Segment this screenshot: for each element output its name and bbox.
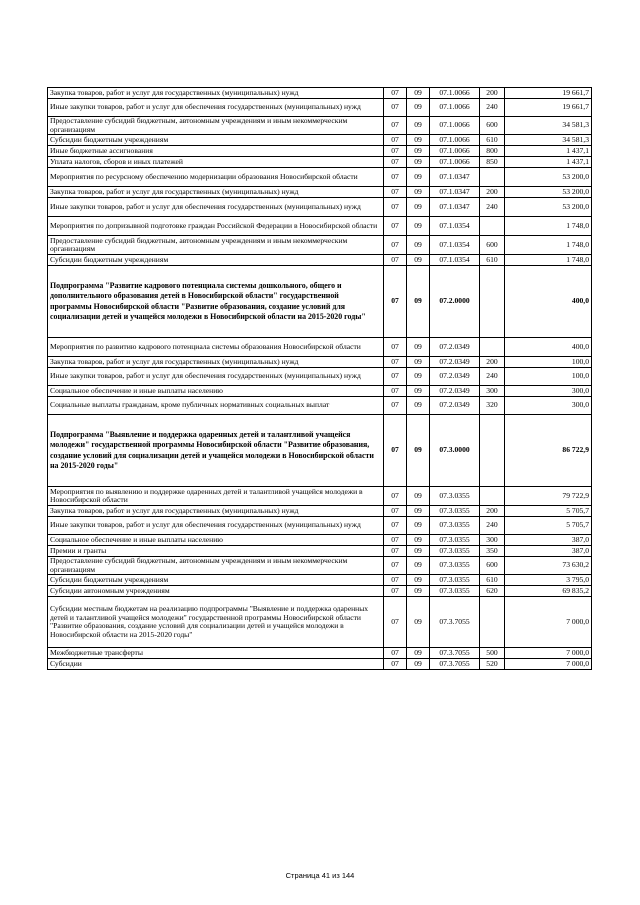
cell-amount: 7 000,0 <box>505 597 592 648</box>
cell-name: Премии и гранты <box>48 546 384 557</box>
cell-subsection: 09 <box>407 99 430 117</box>
cell-subsection: 09 <box>407 135 430 146</box>
cell-expense-type: 600 <box>480 117 505 135</box>
cell-subsection: 09 <box>407 198 430 217</box>
cell-subsection: 09 <box>407 157 430 168</box>
table-row <box>48 338 592 357</box>
table-row <box>48 517 592 535</box>
budget-table <box>47 87 592 670</box>
cell-expense-type: 240 <box>480 99 505 117</box>
cell-name: Иные закупки товаров, работ и услуг для обеспечения государственных (муниципальных) нужд <box>48 368 384 386</box>
cell-target-article: 07.2.0000 <box>430 266 480 338</box>
table-row-subprogram <box>48 266 592 338</box>
cell-expense-type <box>480 487 505 506</box>
cell-amount: 53 200,0 <box>505 198 592 217</box>
cell-subsection: 09 <box>407 357 430 368</box>
cell-subsection: 09 <box>407 487 430 506</box>
cell-subsection: 09 <box>407 415 430 487</box>
cell-subsection: 09 <box>407 386 430 397</box>
cell-section: 07 <box>384 487 407 506</box>
cell-section: 07 <box>384 198 407 217</box>
cell-name: Подпрограмма "Выявление и поддержка одаренных детей и талантливой учащейся молодежи" государственной программы Новосибирской области "Развитие образования, создание условий для социализации детей и учащейся молодежи в Новосибирской области на 2015-2020 годы" <box>48 415 384 487</box>
cell-expense-type <box>480 217 505 236</box>
cell-name: Мероприятия по допризывной подготовке граждан Российской Федерации в Новосибирской области <box>48 217 384 236</box>
cell-amount: 387,0 <box>505 546 592 557</box>
cell-name: Социальные выплаты гражданам, кроме публичных нормативных социальных выплат <box>48 397 384 415</box>
cell-subsection: 09 <box>407 659 430 670</box>
cell-subsection: 09 <box>407 506 430 517</box>
cell-target-article: 07.3.0355 <box>430 506 480 517</box>
table-row <box>48 88 592 99</box>
cell-section: 07 <box>384 397 407 415</box>
cell-section: 07 <box>384 88 407 99</box>
cell-target-article: 07.3.0355 <box>430 546 480 557</box>
cell-name: Иные закупки товаров, работ и услуг для обеспечения государственных (муниципальных) нужд <box>48 198 384 217</box>
cell-expense-type: 320 <box>480 397 505 415</box>
cell-amount: 300,0 <box>505 386 592 397</box>
cell-target-article: 07.3.7055 <box>430 659 480 670</box>
cell-expense-type: 200 <box>480 357 505 368</box>
cell-section: 07 <box>384 217 407 236</box>
cell-target-article: 07.2.0349 <box>430 397 480 415</box>
cell-amount: 1 748,0 <box>505 255 592 266</box>
cell-name: Мероприятия по развитию кадрового потенциала системы образования Новосибирской области <box>48 338 384 357</box>
table-row <box>48 546 592 557</box>
cell-target-article: 07.3.0355 <box>430 487 480 506</box>
cell-subsection: 09 <box>407 397 430 415</box>
cell-expense-type: 300 <box>480 386 505 397</box>
cell-target-article: 07.1.0354 <box>430 255 480 266</box>
cell-expense-type: 200 <box>480 88 505 99</box>
cell-section: 07 <box>384 236 407 255</box>
cell-section: 07 <box>384 266 407 338</box>
cell-amount: 34 581,3 <box>505 135 592 146</box>
cell-expense-type <box>480 597 505 648</box>
table-row <box>48 187 592 198</box>
cell-amount: 69 835,2 <box>505 586 592 597</box>
cell-subsection: 09 <box>407 117 430 135</box>
cell-name: Закупка товаров, работ и услуг для государственных (муниципальных) нужд <box>48 88 384 99</box>
cell-expense-type <box>480 266 505 338</box>
table-row <box>48 146 592 157</box>
cell-subsection: 09 <box>407 597 430 648</box>
cell-section: 07 <box>384 557 407 575</box>
cell-amount: 400,0 <box>505 266 592 338</box>
cell-target-article: 07.3.0355 <box>430 575 480 586</box>
cell-target-article: 07.1.0354 <box>430 217 480 236</box>
table-row <box>48 99 592 117</box>
cell-name: Иные закупки товаров, работ и услуг для обеспечения государственных (муниципальных) нужд <box>48 517 384 535</box>
cell-section: 07 <box>384 575 407 586</box>
cell-section: 07 <box>384 357 407 368</box>
cell-amount: 1 437,1 <box>505 146 592 157</box>
cell-target-article: 07.3.0355 <box>430 586 480 597</box>
cell-section: 07 <box>384 99 407 117</box>
cell-amount: 34 581,3 <box>505 117 592 135</box>
cell-section: 07 <box>384 187 407 198</box>
cell-section: 07 <box>384 586 407 597</box>
cell-subsection: 09 <box>407 338 430 357</box>
table-row <box>48 168 592 187</box>
cell-target-article: 07.1.0347 <box>430 187 480 198</box>
cell-expense-type: 300 <box>480 535 505 546</box>
cell-expense-type: 350 <box>480 546 505 557</box>
cell-subsection: 09 <box>407 187 430 198</box>
cell-name: Закупка товаров, работ и услуг для государственных (муниципальных) нужд <box>48 357 384 368</box>
cell-expense-type <box>480 338 505 357</box>
cell-name: Социальное обеспечение и иные выплаты населению <box>48 535 384 546</box>
cell-subsection: 09 <box>407 575 430 586</box>
table-row <box>48 648 592 659</box>
table-row <box>48 255 592 266</box>
table-row <box>48 397 592 415</box>
document-page <box>47 87 591 670</box>
cell-section: 07 <box>384 338 407 357</box>
cell-name: Предоставление субсидий бюджетным, автономным учреждениям и иным некоммерческим организациям <box>48 557 384 575</box>
cell-section: 07 <box>384 386 407 397</box>
table-row <box>48 487 592 506</box>
cell-target-article: 07.2.0349 <box>430 357 480 368</box>
cell-amount: 7 000,0 <box>505 648 592 659</box>
cell-subsection: 09 <box>407 586 430 597</box>
cell-subsection: 09 <box>407 517 430 535</box>
cell-subsection: 09 <box>407 557 430 575</box>
page-footer <box>0 871 640 880</box>
cell-name: Подпрограмма "Развитие кадрового потенциала системы дошкольного, общего и дополнительного образования детей в Новосибирской области" государственной программы Новосибирской области "Развитие образования, создание условий для социализации детей и учащейся молодежи в Новосибирской области на 2015-2020 годы" <box>48 266 384 338</box>
table-row <box>48 597 592 648</box>
cell-expense-type: 520 <box>480 659 505 670</box>
table-row <box>48 557 592 575</box>
cell-subsection: 09 <box>407 535 430 546</box>
cell-expense-type: 240 <box>480 198 505 217</box>
table-row <box>48 236 592 255</box>
cell-name: Субсидии бюджетным учреждениям <box>48 135 384 146</box>
cell-amount: 86 722,9 <box>505 415 592 487</box>
table-row <box>48 217 592 236</box>
cell-expense-type: 620 <box>480 586 505 597</box>
cell-amount: 100,0 <box>505 357 592 368</box>
cell-target-article: 07.1.0066 <box>430 146 480 157</box>
cell-amount: 387,0 <box>505 535 592 546</box>
cell-name: Субсидии местным бюджетам на реализацию подпрограммы "Выявление и поддержка одаренных детей и талантливой учащейся молодежи" государственной программы Новосибирской области "Развитие образования, создание условий для социализации детей и учащейся молодежи в Новосибирской области на 2015-2020 годы" <box>48 597 384 648</box>
cell-name: Закупка товаров, работ и услуг для государственных (муниципальных) нужд <box>48 506 384 517</box>
cell-section: 07 <box>384 415 407 487</box>
cell-amount: 3 795,0 <box>505 575 592 586</box>
table-row <box>48 659 592 670</box>
cell-subsection: 09 <box>407 546 430 557</box>
cell-amount: 100,0 <box>505 368 592 386</box>
cell-expense-type <box>480 168 505 187</box>
table-row <box>48 506 592 517</box>
cell-name: Субсидии бюджетным учреждениям <box>48 575 384 586</box>
cell-expense-type: 610 <box>480 575 505 586</box>
cell-target-article: 07.3.7055 <box>430 597 480 648</box>
cell-section: 07 <box>384 648 407 659</box>
cell-target-article: 07.3.0355 <box>430 517 480 535</box>
cell-amount: 1 437,1 <box>505 157 592 168</box>
cell-target-article: 07.2.0349 <box>430 368 480 386</box>
cell-section: 07 <box>384 168 407 187</box>
cell-subsection: 09 <box>407 146 430 157</box>
cell-expense-type: 200 <box>480 187 505 198</box>
table-row-subprogram <box>48 415 592 487</box>
cell-target-article: 07.1.0066 <box>430 88 480 99</box>
cell-section: 07 <box>384 597 407 648</box>
cell-name: Мероприятия по ресурсному обеспечению модернизации образования Новосибирской области <box>48 168 384 187</box>
cell-section: 07 <box>384 135 407 146</box>
table-row <box>48 135 592 146</box>
cell-expense-type: 610 <box>480 255 505 266</box>
cell-name: Иные бюджетные ассигнования <box>48 146 384 157</box>
cell-amount: 7 000,0 <box>505 659 592 670</box>
cell-amount: 1 748,0 <box>505 217 592 236</box>
table-row <box>48 198 592 217</box>
cell-section: 07 <box>384 535 407 546</box>
cell-expense-type: 500 <box>480 648 505 659</box>
cell-amount: 1 748,0 <box>505 236 592 255</box>
cell-target-article: 07.1.0066 <box>430 157 480 168</box>
cell-amount: 19 661,7 <box>505 99 592 117</box>
cell-section: 07 <box>384 546 407 557</box>
cell-subsection: 09 <box>407 217 430 236</box>
cell-expense-type: 240 <box>480 368 505 386</box>
cell-target-article: 07.2.0349 <box>430 338 480 357</box>
cell-name: Закупка товаров, работ и услуг для государственных (муниципальных) нужд <box>48 187 384 198</box>
cell-amount: 53 200,0 <box>505 168 592 187</box>
cell-expense-type: 800 <box>480 146 505 157</box>
cell-target-article: 07.1.0066 <box>430 99 480 117</box>
cell-amount: 400,0 <box>505 338 592 357</box>
cell-target-article: 07.2.0349 <box>430 386 480 397</box>
cell-section: 07 <box>384 255 407 266</box>
cell-expense-type: 600 <box>480 557 505 575</box>
cell-section: 07 <box>384 146 407 157</box>
cell-name: Социальное обеспечение и иные выплаты населению <box>48 386 384 397</box>
table-row <box>48 157 592 168</box>
cell-expense-type: 240 <box>480 517 505 535</box>
cell-name: Мероприятия по выявлению и поддержке одаренных детей и талантливой учащейся молодежи в Новосибирской области <box>48 487 384 506</box>
cell-amount: 5 705,7 <box>505 517 592 535</box>
cell-expense-type <box>480 415 505 487</box>
cell-subsection: 09 <box>407 168 430 187</box>
cell-target-article: 07.1.0354 <box>430 236 480 255</box>
cell-target-article: 07.3.0000 <box>430 415 480 487</box>
cell-name: Субсидии бюджетным учреждениям <box>48 255 384 266</box>
cell-subsection: 09 <box>407 368 430 386</box>
cell-section: 07 <box>384 117 407 135</box>
cell-target-article: 07.1.0066 <box>430 135 480 146</box>
cell-amount: 73 630,2 <box>505 557 592 575</box>
cell-target-article: 07.1.0347 <box>430 198 480 217</box>
cell-amount: 19 661,7 <box>505 88 592 99</box>
cell-expense-type: 610 <box>480 135 505 146</box>
cell-name: Иные закупки товаров, работ и услуг для обеспечения государственных (муниципальных) нужд <box>48 99 384 117</box>
table-row <box>48 586 592 597</box>
cell-section: 07 <box>384 157 407 168</box>
table-row <box>48 357 592 368</box>
table-row <box>48 535 592 546</box>
cell-expense-type: 850 <box>480 157 505 168</box>
cell-name: Уплата налогов, сборов и иных платежей <box>48 157 384 168</box>
cell-subsection: 09 <box>407 236 430 255</box>
cell-amount: 79 722,9 <box>505 487 592 506</box>
cell-expense-type: 200 <box>480 506 505 517</box>
table-row <box>48 117 592 135</box>
cell-target-article: 07.3.7055 <box>430 648 480 659</box>
cell-amount: 300,0 <box>505 397 592 415</box>
cell-amount: 53 200,0 <box>505 187 592 198</box>
cell-subsection: 09 <box>407 88 430 99</box>
cell-expense-type: 600 <box>480 236 505 255</box>
cell-target-article: 07.3.0355 <box>430 557 480 575</box>
table-row <box>48 386 592 397</box>
cell-subsection: 09 <box>407 266 430 338</box>
cell-target-article: 07.3.0355 <box>430 535 480 546</box>
cell-name: Предоставление субсидий бюджетным, автономным учреждениям и иным некоммерческим организациям <box>48 236 384 255</box>
cell-target-article: 07.1.0347 <box>430 168 480 187</box>
cell-name: Межбюджетные трансферты <box>48 648 384 659</box>
cell-section: 07 <box>384 368 407 386</box>
cell-section: 07 <box>384 506 407 517</box>
budget-table-body <box>48 88 592 670</box>
cell-section: 07 <box>384 517 407 535</box>
table-row <box>48 368 592 386</box>
cell-subsection: 09 <box>407 255 430 266</box>
cell-section: 07 <box>384 659 407 670</box>
cell-name: Субсидии автономным учреждениям <box>48 586 384 597</box>
table-row <box>48 575 592 586</box>
cell-name: Субсидии <box>48 659 384 670</box>
page-number-label: Страница 41 из 144 <box>285 871 355 880</box>
cell-name: Предоставление субсидий бюджетным, автономным учреждениям и иным некоммерческим организациям <box>48 117 384 135</box>
cell-amount: 5 705,7 <box>505 506 592 517</box>
cell-target-article: 07.1.0066 <box>430 117 480 135</box>
cell-subsection: 09 <box>407 648 430 659</box>
